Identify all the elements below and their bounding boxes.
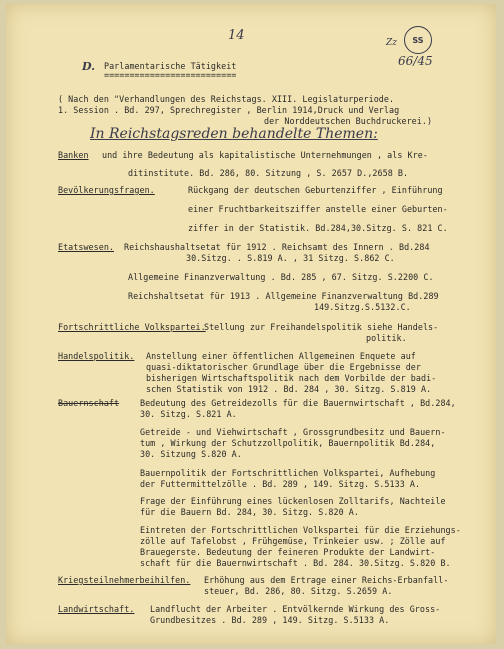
page-number: 14	[228, 28, 245, 43]
entry-line: politik.	[366, 333, 407, 343]
entry-line: Anstellung einer öffentlichen Allgemeinen Enquete auf	[146, 351, 416, 361]
entry-line: 30. Sitzg. S.821 A.	[140, 409, 237, 419]
entry-line: Grundbesitzes . Bd. 289 , 149. Sitzg. S.5133 A.	[150, 615, 390, 625]
entry-para-line: der Futtermittelzölle . Bd. 289 , 149. Sitzg. S.5133 A.	[140, 479, 421, 489]
document-page	[6, 4, 496, 644]
entry-sub-line: 149.Sitzg.S.5132.C.	[314, 302, 411, 312]
entry-para-line: Bauernpolitik der Fortschrittlichen Volkspartei, Aufhebung	[140, 468, 436, 478]
stamp-text: SS	[412, 35, 424, 45]
source-note-line-3: der Norddeutschen Buchdruckerei.)	[264, 116, 433, 126]
entry-line: 30.Sitzg. . S.819 A. , 31 Sitzg. S.862 C.	[186, 253, 395, 263]
entry-line: Erhöhung aus dem Ertrage einer Reichs-Erbanfall-	[204, 575, 449, 585]
entry-line: Reichshaushaltsetat für 1912 . Reichsamt des Innern . Bd.284	[124, 242, 430, 252]
section-heading-rule: ==========================	[104, 70, 237, 80]
entry-key-handelspolitik: Handelspolitik.	[58, 351, 135, 361]
entry-line: Landflucht der Arbeiter . Entvölkernde Wirkung des Gross-	[150, 604, 441, 614]
entry-para-line: Eintreten der Fortschrittlichen Volkspartei für die Erziehungs-	[140, 525, 461, 535]
source-note-line-2: 1. Session . Bd. 297, Sprechregister , Berlin 1914,Druck und Verlag	[58, 105, 400, 115]
entry-line: einer Fruchtbarkeitsziffer anstelle einer Geburten-	[188, 204, 448, 214]
entry-sub-line: Allgemeine Finanzverwaltung . Bd. 285 , 67. Sitzg. S.2200 C.	[128, 272, 434, 282]
entry-para-line: Getreide - und Viehwirtschaft , Grossgrundbesitz und Bauern-	[140, 427, 446, 437]
stamp-prefix: Zz	[386, 38, 397, 48]
entry-key-fvp: Fortschrittliche Volkspartei.	[58, 322, 206, 332]
entry-line: schen Statistik von 1912 . Bd. 284 , 30. Sitzg. S.819 A.	[146, 384, 432, 394]
entry-key-bevoelkerung: Bevölkerungsfragen.	[58, 185, 155, 195]
entry-key-kriegsteilnehmer: Kriegsteilnehmerbeihilfen.	[58, 575, 191, 585]
entry-key-etatswesen: Etatswesen.	[58, 242, 115, 252]
entry-para-line: 30. Sitzung S.820 A.	[140, 449, 242, 459]
entry-para-line: Frage der Einführung eines lückenlosen Zolltarifs, Nachteile	[140, 496, 446, 506]
entry-line: ziffer in der Statistik. Bd.284,30.Sitzg. S. 821 C.	[188, 223, 448, 233]
entry-para-line: für die Bauern Bd. 284, 30. Sitzg. S.820 A.	[140, 507, 359, 517]
entry-para-line: tum , Wirkung der Schutzzollpolitik, Bauernpolitik Bd.284,	[140, 438, 436, 448]
section-heading: Parlamentarische Tätigkeit	[104, 61, 237, 71]
entry-para-line: zölle auf Tafelobst , Frühgemüse, Trinkeier usw. ; Zölle auf	[140, 536, 446, 546]
entry-line: Stellung zur Freihandelspolitik siehe Handels-	[204, 322, 439, 332]
archive-stamp	[404, 26, 432, 54]
entry-key-banken: Banken	[58, 150, 89, 160]
entry-line: bisherigen Wirtschaftspolitik nach dem Vorbilde der badi-	[146, 373, 437, 383]
handwritten-subtitle: In Reichstagsreden behandelte Themen:	[90, 126, 378, 142]
entry-line: steuer, Bd. 286, 80. Sitzg. S.2659 A.	[204, 586, 393, 596]
entry-key-landwirtschaft: Landwirtschaft.	[58, 604, 135, 614]
entry-key-bauernschaft: Bauernschaft	[58, 398, 120, 408]
entry-line: Rückgang der deutschen Geburtenziffer , Einführung	[188, 185, 443, 195]
entry-sub-line: Reichshaltsetat für 1913 . Allgemeine Finanzverwaltung Bd.289	[128, 291, 439, 301]
entry-line: und ihre Bedeutung als kapitalistische Unternehmungen , als Kre-	[102, 150, 428, 160]
archive-reference: 66/45	[398, 54, 433, 68]
entry-para-line: schaft für die Bauernwirtschaft . Bd. 284. 30.Sitzg. S.820 B.	[140, 558, 451, 568]
entry-line: Bedeutung des Getreidezolls für die Bauernwirtschaft , Bd.284,	[140, 398, 456, 408]
entry-para-line: Brauegerste. Bedeutung der feineren Produkte der Landwirt-	[140, 547, 436, 557]
source-note-line-1: ( Nach den "Verhandlungen des Reichstags. XIII. Legislaturperiode.	[58, 94, 395, 104]
entry-line: quasi-diktatorischer Grundlage über die Ergebnisse der	[146, 362, 421, 372]
section-letter: D.	[82, 60, 95, 73]
entry-line: ditinstitute. Bd. 286, 80. Sitzung , S. 2657 D.,2658 B.	[128, 168, 409, 178]
